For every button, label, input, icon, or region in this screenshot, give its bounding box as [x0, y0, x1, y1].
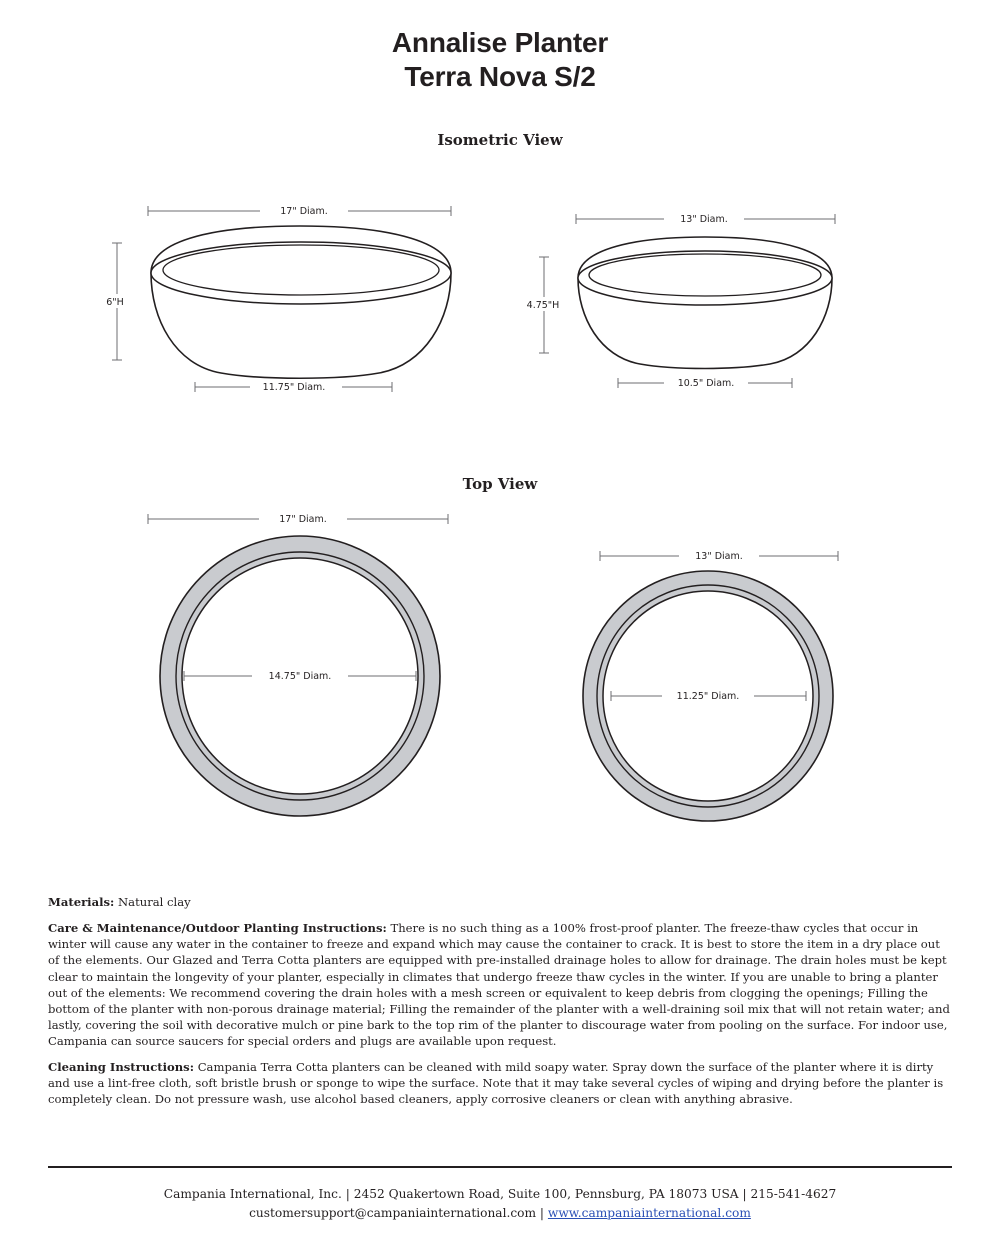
- large-top-diameter-label: 17" Diam.: [280, 206, 328, 217]
- cleaning-body: Campania Terra Cotta planters can be cleaned with mild soapy water. Spray down the surface of the planter where it is dirty and use a lint-free cloth, soft bristle brush or sponge to wipe the surface. Note that it may take several cycles of wiping and drying before the planter is completely clean. Do not pressure wash, use alcohol based cleaners, apply corrosive cleaners or clean with anything abrasive.: [48, 1060, 944, 1107]
- large-base-diameter-label: 11.75" Diam.: [262, 382, 326, 393]
- outer-diameter-dimension: [600, 549, 838, 563]
- large-planter-top-drawing: [128, 500, 478, 830]
- care-label: Care & Maintenance/Outdoor Planting Instructions:: [48, 921, 387, 935]
- height-dimension: [97, 243, 135, 360]
- large-height-label: 6"H: [106, 297, 124, 308]
- large-planter-isometric-drawing: [95, 195, 475, 410]
- large-top-outer-diameter-label: 17" Diam.: [279, 514, 327, 525]
- care-instructions-paragraph: [48, 920, 952, 1050]
- small-planter-top-drawing: [580, 538, 880, 828]
- small-top-inner-diameter-label: 11.25" Diam.: [676, 691, 740, 702]
- planter-rim-inner: [589, 254, 821, 296]
- small-planter-isometric-drawing: [520, 205, 890, 405]
- materials-row: [48, 894, 952, 910]
- materials-label: Materials:: [48, 895, 115, 909]
- footer: [0, 1185, 1000, 1222]
- planter-rim-inner: [163, 245, 439, 295]
- base-diameter-dimension: [195, 380, 392, 394]
- large-top-inner-diameter-label: 14.75" Diam.: [268, 671, 332, 682]
- footer-contact-line: [0, 1204, 1000, 1223]
- footer-website-link[interactable]: www.campaniainternational.com: [547, 1205, 751, 1220]
- footer-divider: [48, 1166, 952, 1168]
- base-diameter-dimension: [618, 376, 792, 390]
- top-diameter-dimension: [148, 204, 451, 218]
- small-top-outer-diameter-label: 13" Diam.: [695, 551, 743, 562]
- outer-diameter-dimension: [148, 512, 448, 526]
- materials-value: Natural clay: [118, 895, 191, 909]
- footer-address-line: Campania International, Inc. | 2452 Quakertown Road, Suite 100, Pennsburg, PA 18073 USA | 215-541-4627: [163, 1187, 837, 1201]
- page-title: [0, 26, 1000, 94]
- footer-email: customersupport@campaniainternational.com: [249, 1205, 537, 1220]
- product-name: Annalise Planter: [391, 27, 609, 58]
- small-top-diameter-label: 13" Diam.: [680, 214, 728, 225]
- top-view-heading: Top View: [462, 475, 538, 493]
- care-body: There is no such thing as a 100% frost-proof planter. The freeze-thaw cycles that occur in winter will cause any water in the container to freeze and expand which may cause the container to crack. It is best to store the item in a dry place out of the elements. Our Glazed and Terra Cotta planters are equipped with pre-installed drainage holes to allow for drainage. The drain holes must be kept clear to maintain the longevity of your planter, especially in climates that undergo freeze thaw cycles in the winter. If you are unable to bring a planter out of the elements: We recommend covering the drain holes with a mesh screen or equivalent to keep debris from clogging the openings; Filling the bottom of the planter with non-porous drainage material; Filling the remainder of the planter with a well-draining soil mix that will not retain water; and lastly, covering the soil with decorative mulch or pine bark to the top rim of the planter to discourage water from pooling on the surface. For indoor use, Campania can source saucers for special orders and plugs are available upon request.: [48, 921, 950, 1049]
- cleaning-label: Cleaning Instructions:: [48, 1060, 194, 1074]
- isometric-view-heading: Isometric View: [437, 131, 563, 149]
- cleaning-instructions-paragraph: [48, 1059, 952, 1108]
- height-dimension: [520, 257, 568, 353]
- small-base-diameter-label: 10.5" Diam.: [677, 378, 735, 389]
- footer-separator: |: [536, 1205, 548, 1220]
- top-diameter-dimension: [576, 212, 835, 226]
- product-collection: Terra Nova S/2: [404, 61, 596, 92]
- small-height-label: 4.75"H: [526, 300, 560, 311]
